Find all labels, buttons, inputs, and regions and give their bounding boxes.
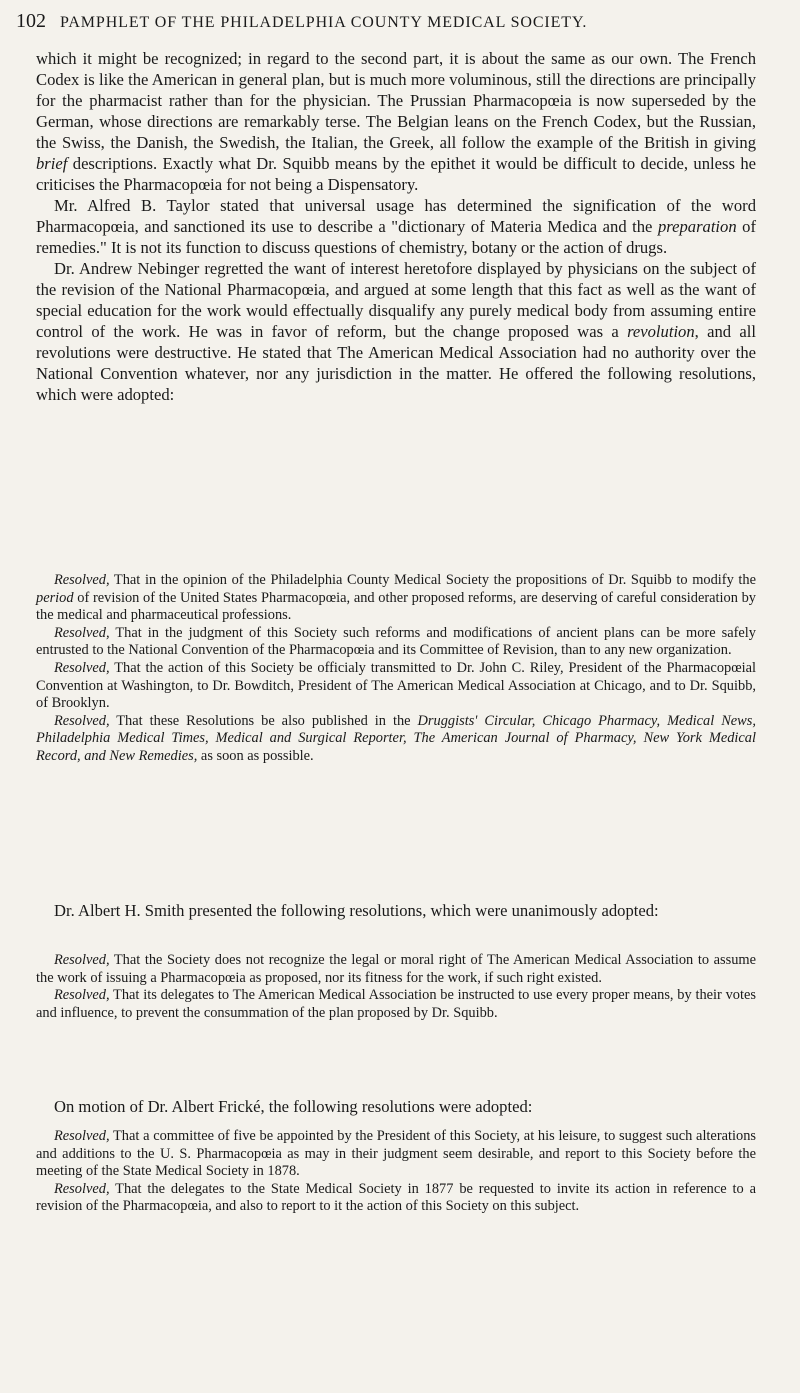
paragraph-5-block (36, 1096, 756, 1117)
resolution-1: Resolved, That in the opinion of the Philadelphia County Medical Society the propositions of Dr. Squibb to modify the period of revision of the United States Pharmacopœia, and other proposed reforms, are deserving of careful consideration by the medical and pharmaceutical professions. (36, 572, 756, 624)
paragraph-5: On motion of Dr. Albert Frické, the following resolutions were adopted: (54, 1097, 533, 1116)
paragraph-2: Mr. Alfred B. Taylor stated that universal usage has determined the signification of the word Pharmacopœia, and sanctioned its use to describe a "dictionary of Materia Medica and the preparation of remedies." It is not its function to discuss questions of chemistry, botany or the action of drugs. (36, 196, 756, 257)
resolution-6: Resolved, That its delegates to The American Medical Association be instructed to use every proper means, by their votes and influence, to prevent the consummation of the plan proposed by Dr. Squibb. (36, 987, 756, 1021)
paragraph-3: Dr. Andrew Nebinger regretted the want of interest heretofore displayed by physicians on the subject of the revision of the National Pharmacopœia, and argued at some length that this fact as well as the want of special education for the work would effectually disqualify any purely medical body from assuming entire control of the work. He was in favor of reform, but the change proposed was a revolution, and all revolutions were destructive. He stated that The American Medical Association had no authority over the National Convention whatever, nor any jurisdiction in the matter. He offered the following resolutions, which were adopted: (36, 259, 756, 404)
resolution-3: Resolved, That the action of this Society be officialy transmitted to Dr. John C. Riley, President of the Pharmacopœial Convention at Washington, to Dr. Bowditch, President of The American Medical Association at Chicago, and to Dr. Squibb, of Brooklyn. (36, 659, 756, 712)
running-title: PAMPHLET OF THE PHILADELPHIA COUNTY MEDICAL SOCIETY. (60, 14, 588, 31)
resolution-2: Resolved, That in the judgment of this Society such reforms and modifications of ancient plans can be more safely entrusted to the National Convention of the Pharmacopœia and its Committee of Revision, than to any new organization. (36, 624, 756, 659)
resolution-7: Resolved, That a committee of five be appointed by the President of this Society, at his leisure, to suggest such alterations and additions to the U. S. Pharmacopœia as may in their judgment seem desirable, and report to this Society before the meeting of the State Medical Society in 1878. (36, 1128, 756, 1180)
resolution-8: Resolved, That the delegates to the State Medical Society in 1877 be requested to invite its action in reference to a revision of the Pharmacopœia, and also to report to it the action of this Society on this subject. (36, 1180, 756, 1215)
running-header (16, 10, 776, 33)
resolutions-nebinger (36, 572, 756, 766)
resolutions-fricke (36, 1128, 756, 1216)
body-text-top (36, 48, 756, 405)
paragraph-4: Dr. Albert H. Smith presented the following resolutions, which were unanimously adopted: (54, 901, 659, 920)
resolutions-smith (36, 952, 756, 1022)
page-number: 102 (16, 10, 46, 32)
paragraph-1: which it might be recognized; in regard to the second part, it is about the same as our own. The French Codex is like the American in general plan, but is much more voluminous, still the directions are principally for the pharmacist rather than for the physician. The Prussian Pharmacopœia is now superseded by the German, whose directions are remarkably terse. The Belgian leans on the French Codex, but the Russian, the Swiss, the Danish, the Swedish, the Italian, the Greek, all follow the example of the British in giving brief descriptions. Exactly what Dr. Squibb means by the epithet it would be difficult to decide, unless he criticises the Pharmacopœia for not being a Dispensatory. (36, 49, 756, 194)
paragraph-4-block (36, 900, 756, 921)
resolution-4: Resolved, That these Resolutions be also published in the Druggists' Circular, Chicago Pharmacy, Medical News, Philadelphia Medical Times, Medical and Surgical Reporter, The American Journal of Pharmacy, New York Medical Record, and New Remedies, as soon as possible. (36, 712, 756, 764)
resolution-5: Resolved, That the Society does not recognize the legal or moral right of The American Medical Association to assume the work of issuing a Pharmacopœia as proposed, nor its fitness for the work, if such right existed. (36, 952, 756, 986)
